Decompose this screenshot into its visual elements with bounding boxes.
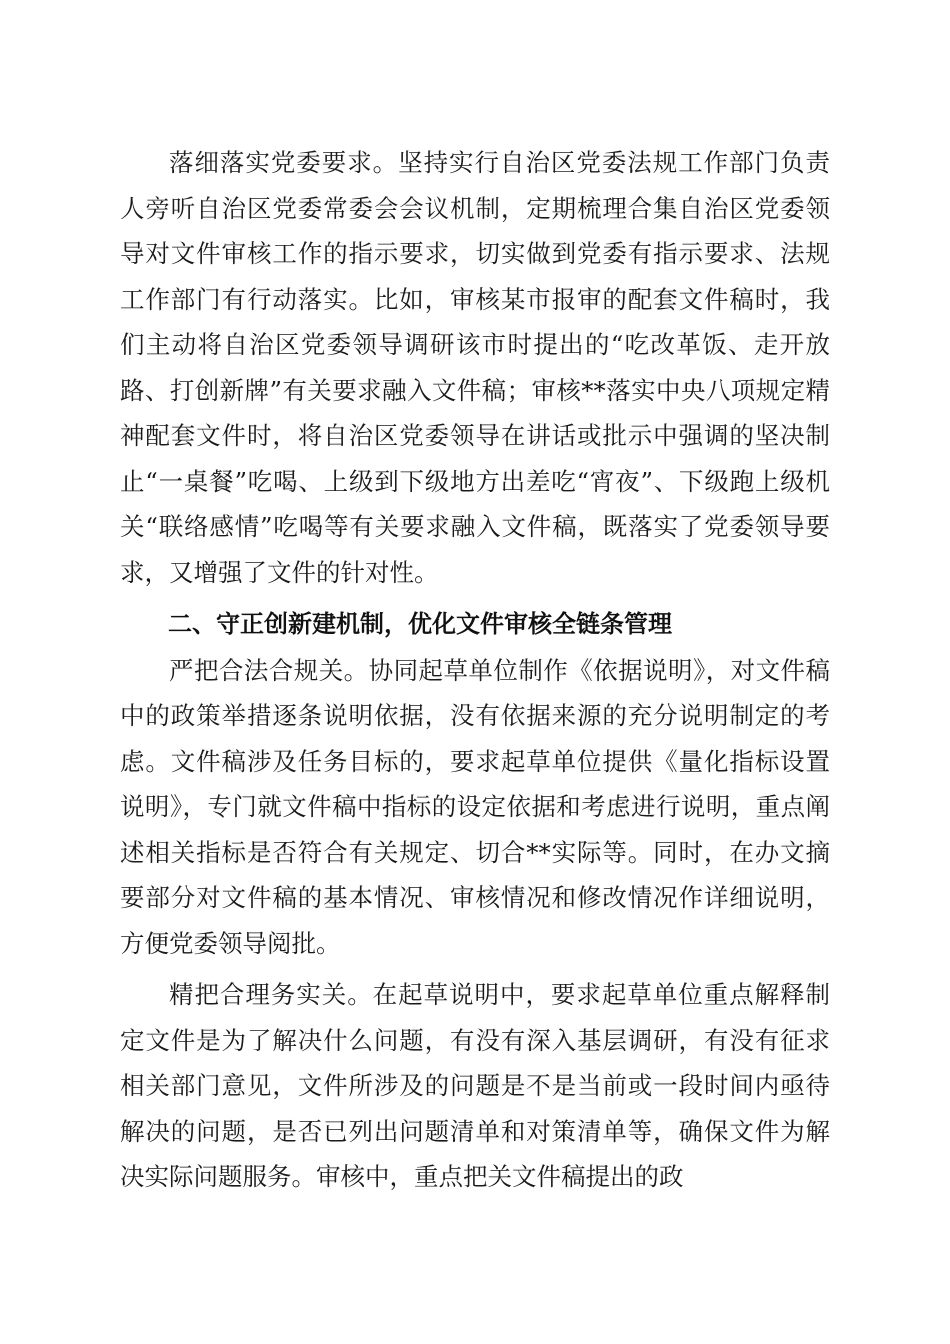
paragraph-legal-compliance: 严把合法合规关。协同起草单位制作《依据说明》，对文件稿中的政策举措逐条说明依据，没有依据来源的充分说明制定的考虑。文件稿涉及任务目标的，要求起草单位提供《量化指标设置说明》，专门就文件稿中指标的设定依据和考虑进行说明，重点阐述相关指标是否符合有关规定、切合**实际等。同时，在办文摘要部分对文件稿的基本情况、审核情况和修改情况作详细说明，方便党委领导阅批。 <box>120 655 830 958</box>
paragraph-party-requirements: 落细落实党委要求。坚持实行自治区党委法规工作部门负责人旁听自治区党委常委会会议机制，定期梳理合集自治区党委领导对文件审核工作的指示要求，切实做到党委有指示要求、法规工作部门有行动落实。比如，审核某市报审的配套文件稿时，我们主动将自治区党委领导调研该市时提出的“吃改革饭、走开放路、打创新牌”有关要求融入文件稿；审核**落实中央八项规定精神配套文件时，将自治区党委领导在讲话或批示中强调的坚决制止“一桌餐”吃喝、上级到下级地方出差吃“宵夜”、下级跑上级机关“联络感情”吃喝等有关要求融入文件稿，既落实了党委领导要求，又增强了文件的针对性。 <box>120 148 830 587</box>
document-body <box>120 140 830 1200</box>
paragraph-practical-review: 精把合理务实关。在起草说明中，要求起草单位重点解释制定文件是为了解决什么问题，有没有深入基层调研，有没有征求相关部门意见，文件所涉及的问题是不是当前或一段时间内亟待解决的问题，是否已列出问题清单和对策清单等，确保文件为解决实际问题服务。审核中，重点把关文件稿提出的政 <box>120 980 830 1191</box>
section-heading: 二、守正创新建机制，优化文件审核全链条管理 <box>168 610 672 638</box>
